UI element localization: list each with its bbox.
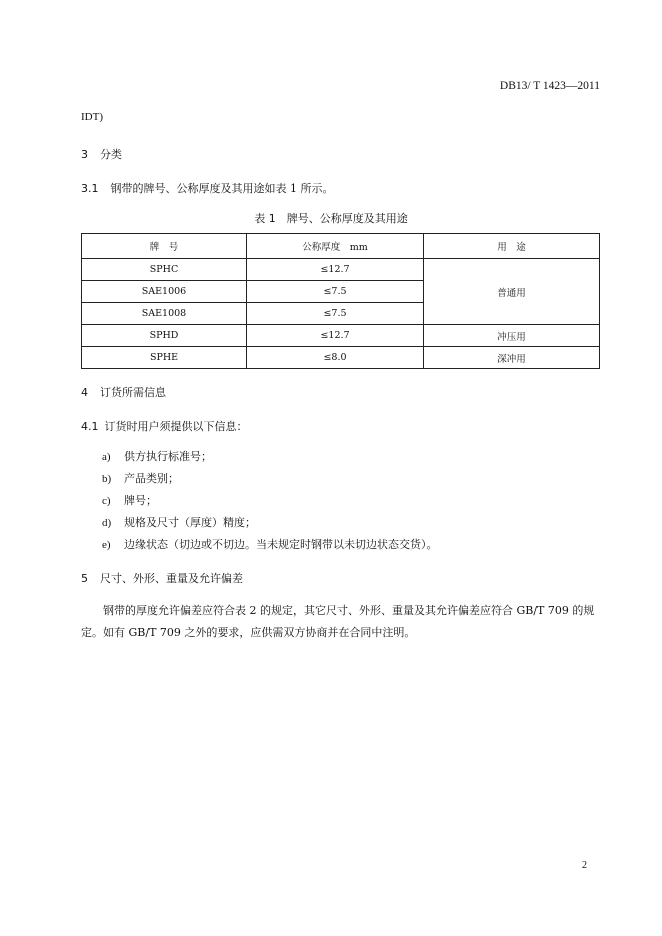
list-item	[102, 514, 256, 530]
clause-3-1	[81, 180, 334, 196]
cell-grade: SPHC	[82, 259, 247, 281]
table-header-row	[82, 234, 600, 259]
list-item	[102, 448, 212, 464]
table-row	[82, 347, 600, 369]
list-text: 规格及尺寸（厚度）精度；	[124, 516, 256, 529]
cell-grade: SPHE	[82, 347, 247, 369]
column-header-thickness: 公称厚度 mm	[247, 234, 424, 259]
section-number: 4	[81, 386, 88, 399]
clause-text: 钢带的牌号、公称厚度及其用途如表 1 所示。	[110, 182, 334, 195]
table-1-caption: 表 1 牌号、公称厚度及其用途	[254, 212, 408, 225]
section-3-heading	[81, 146, 122, 162]
cell-thickness: ≤12.7	[247, 259, 424, 281]
list-marker: b)	[102, 473, 112, 485]
cell-thickness: ≤7.5	[247, 303, 424, 325]
cell-grade: SAE1008	[82, 303, 247, 325]
section-5-heading	[81, 570, 243, 586]
list-marker: e)	[102, 539, 111, 551]
cell-use-merged: 普通用	[424, 259, 600, 325]
list-marker: c)	[102, 495, 111, 507]
list-text: 产品类别；	[124, 472, 179, 485]
cell-thickness: ≤12.7	[247, 325, 424, 347]
table-row	[82, 325, 600, 347]
list-marker: d)	[102, 517, 112, 529]
cell-use: 深冲用	[424, 347, 600, 369]
list-item	[102, 536, 438, 552]
section-5-body: 钢带的厚度允许偏差应符合表 2 的规定，其它尺寸、外形、重量及其允许偏差应符合 GB/T 709 的规定。如有 GB/T 709 之外的要求，应供需双方协商并在合同中注明。	[81, 604, 595, 639]
section-number: 3	[81, 148, 88, 161]
cell-thickness: ≤8.0	[247, 347, 424, 369]
cell-grade: SPHD	[82, 325, 247, 347]
continuation-text: IDT)	[81, 111, 103, 123]
section-4-heading	[81, 384, 166, 400]
list-text: 牌号；	[124, 494, 157, 507]
section-title: 订货所需信息	[100, 386, 166, 399]
clause-number: 4.1	[81, 420, 99, 433]
cell-thickness: ≤7.5	[247, 281, 424, 303]
cell-use: 冲压用	[424, 325, 600, 347]
section-number: 5	[81, 572, 88, 585]
clause-number: 3.1	[81, 182, 99, 195]
clause-text: 订货时用户须提供以下信息：	[104, 420, 248, 433]
table-row	[82, 259, 600, 281]
section-title: 尺寸、外形、重量及允许偏差	[100, 572, 243, 585]
list-text: 供方执行标准号；	[124, 450, 212, 463]
list-text: 边缘状态（切边或不切边。当未规定时钢带以未切边状态交货）。	[124, 538, 438, 551]
column-header-grade: 牌 号	[82, 234, 247, 259]
section-title: 分类	[100, 148, 122, 161]
cell-grade: SAE1006	[82, 281, 247, 303]
list-marker: a)	[102, 451, 111, 463]
column-header-use: 用 途	[424, 234, 600, 259]
table-1	[81, 233, 600, 369]
page-number: 2	[582, 860, 587, 871]
list-item	[102, 470, 179, 486]
list-item	[102, 492, 157, 508]
document-code: DB13/ T 1423—2011	[499, 80, 600, 92]
clause-4-1	[81, 418, 248, 434]
